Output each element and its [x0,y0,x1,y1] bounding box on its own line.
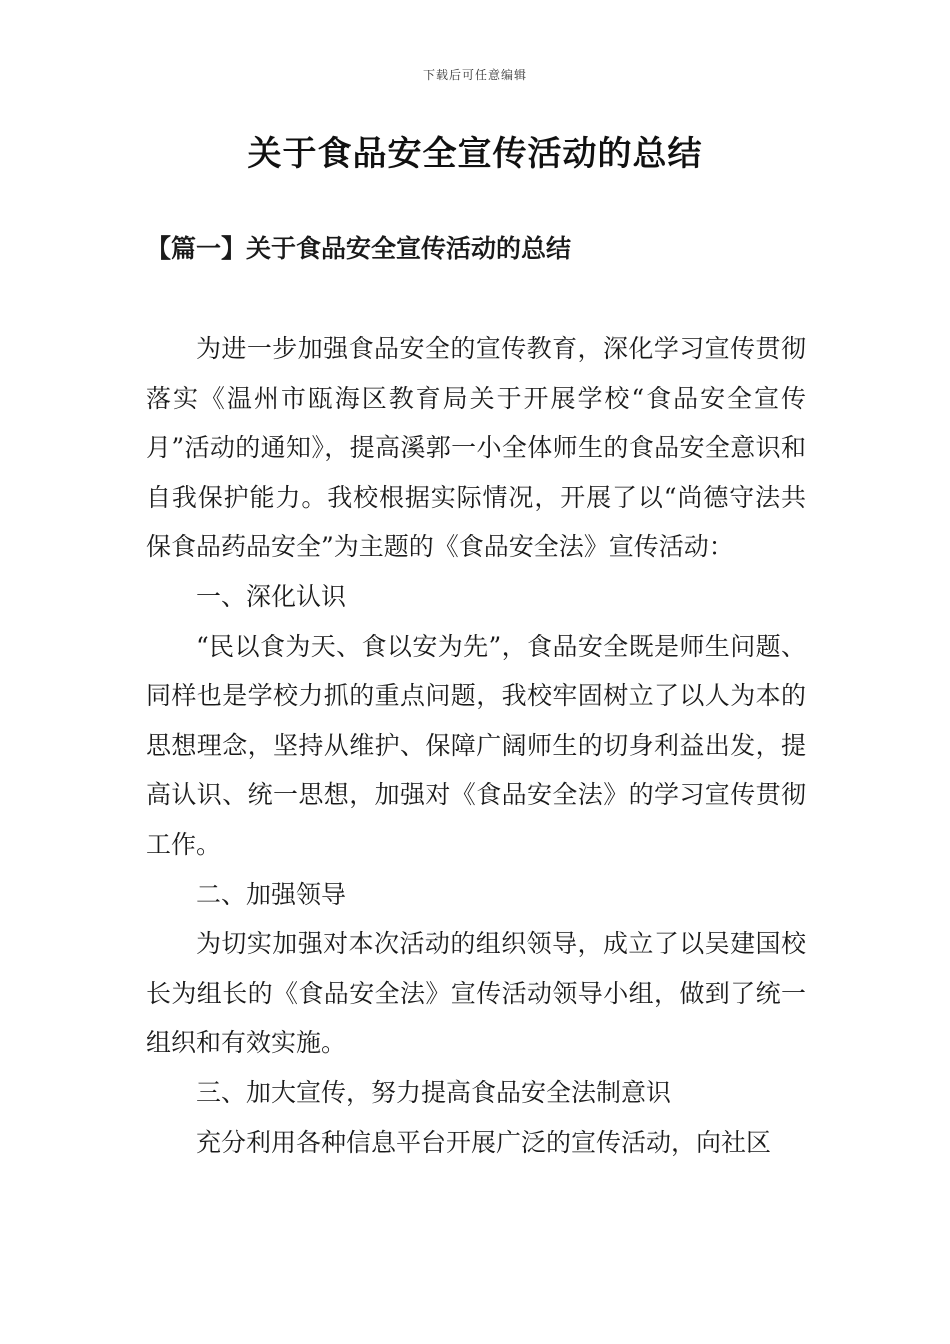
subheading-increase-publicity: 三、加大宣传，努力提高食品安全法制意识 [196,1077,672,1107]
document-body [146,324,806,1167]
subheading-deepen-understanding: 一、深化认识 [196,581,347,611]
paragraph-intro: 为进一步加强食品安全的宣传教育，深化学习宣传贯彻落实《温州市瓯海区教育局关于开展学校“食品安全宣传月”活动的通知》，提高溪郭一小全体师生的食品安全意识和自我保护能力。我校根据实际情况，开展了以“尚德守法共保食品药品安全”为主题的《食品安全法》宣传活动： [146,334,806,562]
paragraph-understanding: “民以食为天、食以安为先”，食品安全既是师生问题、同样也是学校力抓的重点问题，我校牢固树立了以人为本的思想理念，坚持从维护、保障广阔师生的切身利益出发，提高认识、统一思想，加强对《食品安全法》的学习宣传贯彻工作。 [146,631,806,859]
page-header-note: 下载后可任意编辑 [422,68,527,82]
paragraph-leadership: 为切实加强对本次活动的组织领导，成立了以吴建国校长为组长的《食品安全法》宣传活动领导小组，做到了统一组织和有效实施。 [146,929,806,1058]
document-title: 关于食品安全宣传活动的总结 [247,134,703,174]
subheading-strengthen-leadership: 二、加强领导 [196,879,347,909]
section-heading: 【篇一】关于食品安全宣传活动的总结 [146,234,572,263]
paragraph-publicity: 充分利用各种信息平台开展广泛的宣传活动，向社区 [196,1127,772,1157]
